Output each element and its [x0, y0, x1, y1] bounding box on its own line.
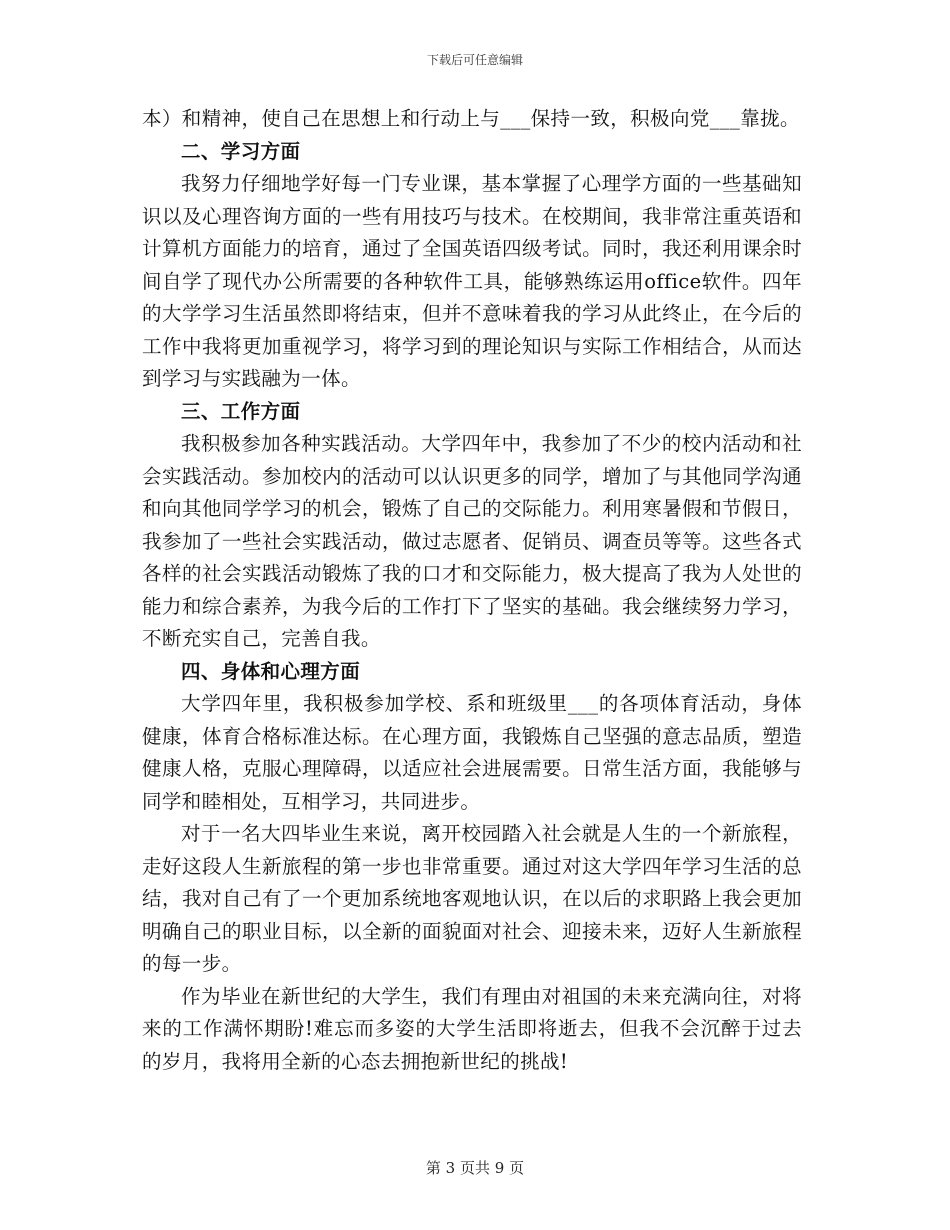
paragraph-closing: 作为毕业在新世纪的大学生，我们有理由对祖国的未来充满向往，对将来的工作满怀期盼!难忘而多姿的大学生活即将逝去，但我不会沉醉于过去的岁月，我将用全新的心态去拥抱新世纪的挑战!	[142, 984, 802, 1073]
paragraph-study: 我努力仔细地学好每一门专业课，基本掌握了心理学方面的一些基础知识以及心理咨询方面的一些有用技巧与技术。在校期间，我非常注重英语和计算机方面能力的培育，通过了全国英语四级考试。同时，我还利用课余时间自学了现代办公所需要的各种软件工具，能够熟练运用office软件。四年的大学学习生活虽然即将结束，但并不意味着我的学习从此终止，在今后的工作中我将更加重视学习，将学习到的理论知识与实际工作相结合，从而达到学习与实践融为一体。	[142, 172, 802, 390]
paragraph-summary: 对于一名大四毕业生来说，离开校园踏入社会就是人生的一个新旅程，走好这段人生新旅程的第一步也非常重要。通过对这大学四年学习生活的总结，我对自己有了一个更加系统地客观地认识，在以后的求职路上我会更加明确自己的职业目标，以全新的面貌面对社会、迎接未来，迈好人生新旅程的每一步。	[142, 822, 802, 975]
paragraph-work: 我积极参加各种实践活动。大学四年中，我参加了不少的校内活动和社会实践活动。参加校内的活动可以认识更多的同学，增加了与其他同学沟通和向其他同学学习的机会，锻炼了自己的交际能力。利用寒暑假和节假日，我参加了一些社会实践活动，做过志愿者、促销员、调查员等等。这些各式各样的社会实践活动锻炼了我的口才和交际能力，极大提高了我为人处世的能力和综合素养，为我今后的工作打下了坚实的基础。我会继续努力学习，不断充实自己，完善自我。	[142, 432, 802, 650]
page-number: 第 3 页共 9 页	[425, 1159, 525, 1177]
section-heading-study: 二、学习方面	[181, 139, 301, 163]
paragraph-continuation: 本）和精神，使自己在思想上和行动上与___保持一致，积极向党___靠拢。	[142, 107, 800, 130]
section-heading-health: 四、身体和心理方面	[181, 659, 361, 683]
paragraph-health: 大学四年里，我积极参加学校、系和班级里___的各项体育活动，身体健康，体育合格标准达标。在心理方面，我锻炼自己坚强的意志品质，塑造健康人格，克服心理障碍，以适应社会进展需要。日常生活方面，我能够与同学和睦相处，互相学习，共同进步。	[142, 692, 802, 813]
section-heading-work: 三、工作方面	[181, 399, 301, 423]
document-body	[142, 103, 802, 1078]
page-header: 下载后可任意编辑	[426, 53, 523, 67]
